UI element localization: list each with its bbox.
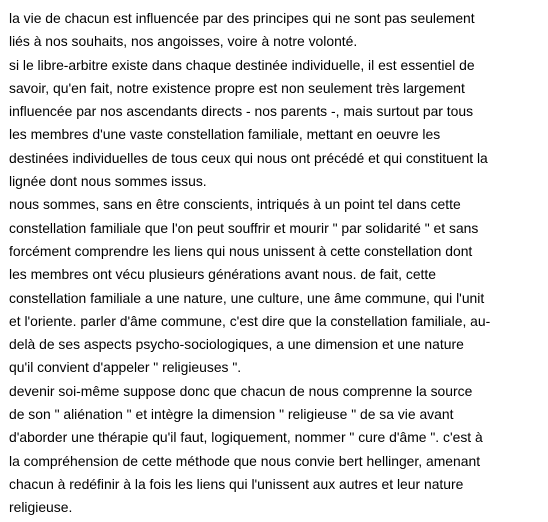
- text-line-10: constellation familiale que l'on peut souffrir et mourir " par solidarité " et sans: [9, 219, 479, 236]
- text-line-6: les membres d'une vaste constellation familiale, mettant en oeuvre les: [9, 126, 441, 143]
- text-line-2: liés à nos souhaits, nos angoisses, voire à notre volonté.: [9, 33, 358, 50]
- text-line-9: nous sommes, sans en être conscients, intriqués à un point tel dans cette: [9, 196, 461, 213]
- text-line-20: la compréhension de cette méthode que nous convie bert hellinger, amenant: [9, 452, 481, 469]
- text-line-12: les membres ont vécu plusieurs générations avant nous. de fait, cette: [9, 266, 436, 283]
- text-line-15: delà de ses aspects psycho-sociologiques, a une dimension et une nature: [9, 336, 464, 353]
- text-line-7: destinées individuelles de tous ceux qui nous ont précédé et qui constituent la: [9, 149, 488, 166]
- text-line-18: de son " aliénation " et intègre la dimension " religieuse " de sa vie avant: [9, 406, 454, 423]
- text-line-21: chacun à redéfinir à la fois les liens qui l'unissent aux autres et leur nature: [9, 475, 464, 492]
- text-line-11: forcément comprendre les liens qui nous unissent à cette constellation dont: [9, 242, 473, 259]
- text-line-8: lignée dont nous sommes issus.: [9, 173, 207, 190]
- text-line-22: religieuse.: [9, 499, 73, 516]
- text-line-17: devenir soi-même suppose donc que chacun de nous comprenne la source: [9, 382, 473, 399]
- text-line-13: constellation familiale a une nature, une culture, une âme commune, qui l'unit: [9, 289, 485, 306]
- text-line-3: si le libre-arbitre existe dans chaque destinée individuelle, il est essentiel de: [9, 56, 475, 73]
- text-line-5: influencée par nos ascendants directs - nos parents -, mais surtout par tous: [9, 103, 474, 120]
- text-line-16: qu'il convient d'appeler " religieuses ".: [9, 359, 242, 376]
- text-line-4: savoir, qu'en fait, notre existence propre est non seulement très largement: [9, 79, 465, 96]
- text-line-19: d'aborder une thérapie qu'il faut, logiquement, nommer " cure d'âme ". c'est à: [9, 429, 483, 446]
- text-line-1: la vie de chacun est influencée par des principes qui ne sont pas seulement: [9, 10, 475, 26]
- text-line-14: et l'oriente. parler d'âme commune, c'est dire que la constellation familiale, au-: [9, 312, 491, 329]
